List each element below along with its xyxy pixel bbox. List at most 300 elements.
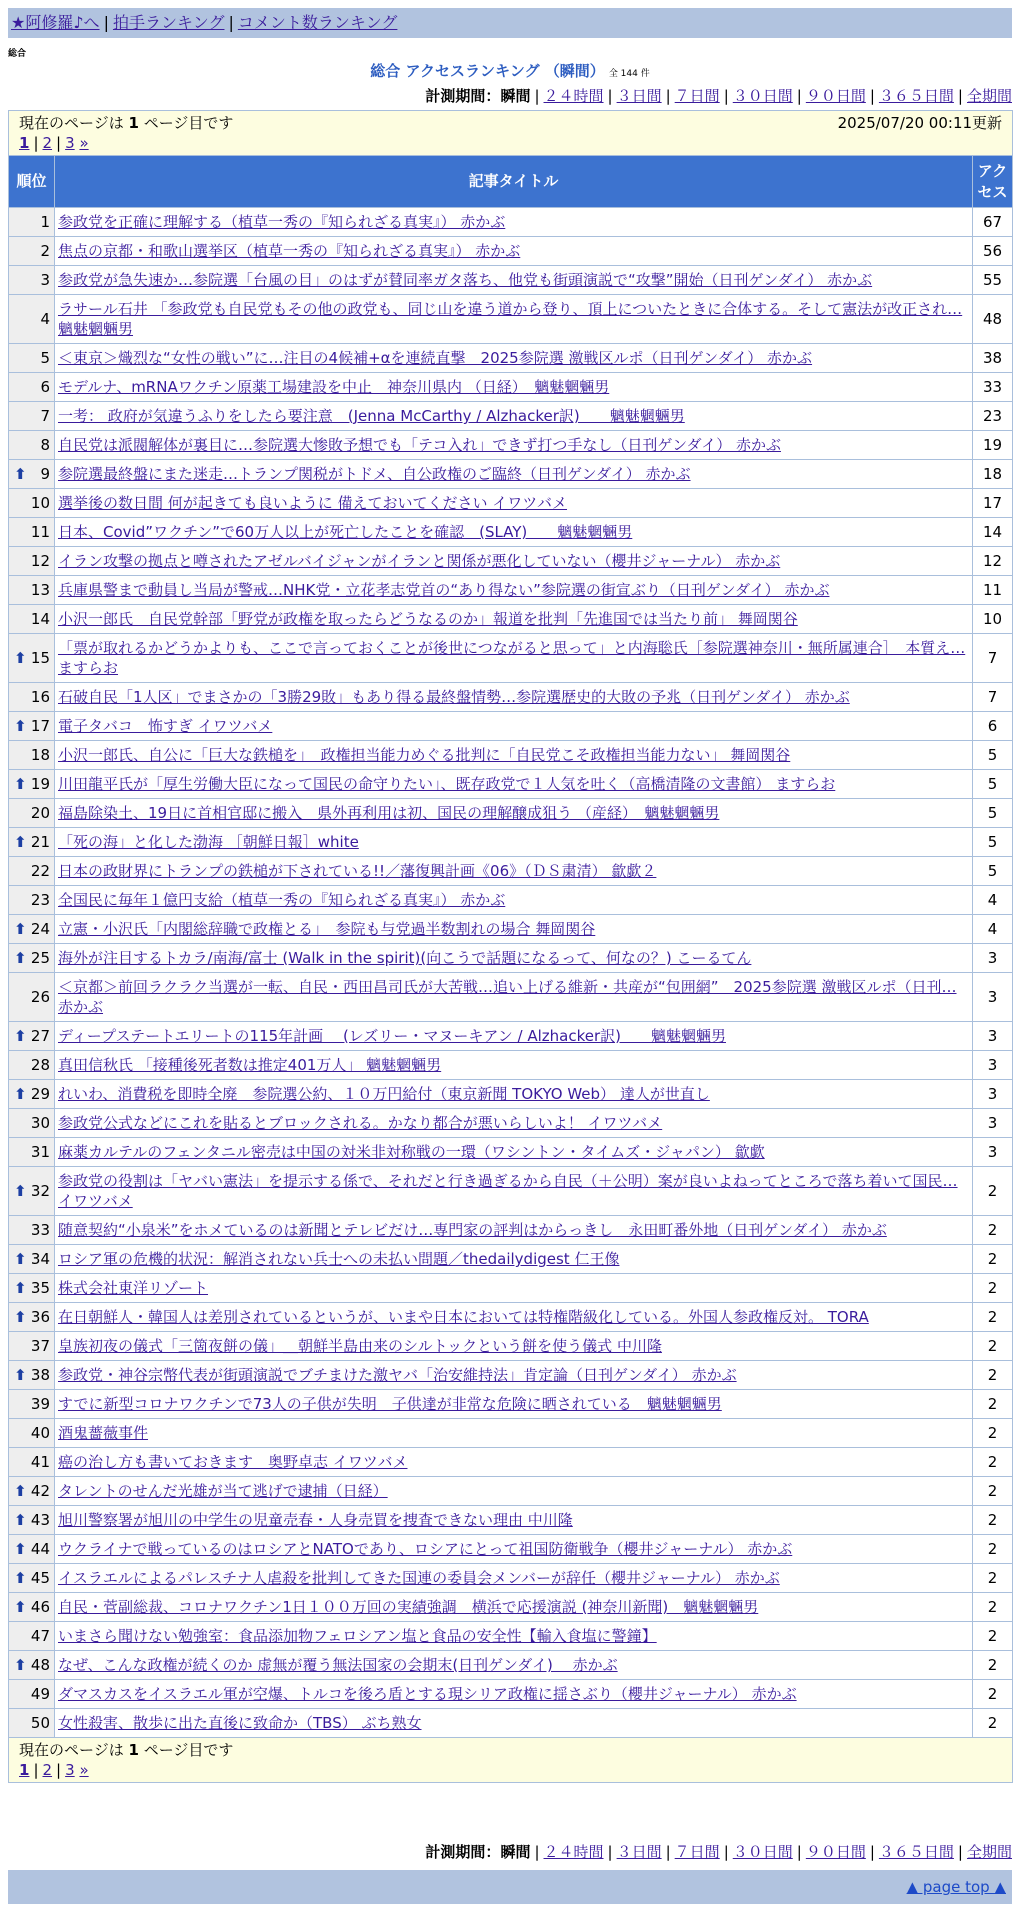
article-link[interactable]: 一考： 政府が気違うふりをしたら要注意 (Jenna McCarthy / Alzhacker訳) 魑魅魍魎男	[58, 407, 685, 425]
title-cell	[55, 1390, 973, 1419]
article-link[interactable]: ディープステートエリートの115年計画 (レズリー・マヌーキアン / Alzhacker訳) 魑魅魍魎男	[58, 1027, 726, 1045]
title-cell	[55, 576, 973, 605]
rank-cell	[9, 344, 55, 373]
separator: |	[228, 13, 234, 32]
bottom-bar	[8, 1870, 1012, 1904]
article-link[interactable]: 川田龍平氏が「厚生労働大臣になって国民の命守りたい」、既存政党で１人気を吐く（高橋清隆の文書館） ますらお	[58, 775, 836, 793]
rank-cell	[9, 683, 55, 712]
up-arrow-icon: ⬆	[14, 717, 27, 735]
rank-number: 45	[30, 1569, 50, 1587]
rank-cell	[9, 1680, 55, 1709]
access-count: 5	[973, 741, 1013, 770]
rank-number: 23	[30, 891, 50, 909]
separator: |	[796, 87, 802, 105]
title-cell	[55, 915, 973, 944]
title-cell	[55, 1138, 973, 1167]
access-count: 2	[973, 1245, 1013, 1274]
article-link[interactable]: 小沢一郎氏 自民党幹部「野党が政権を取ったらどうなるのか」報道を批判「先進国では当たり前」 舞岡関谷	[58, 610, 798, 628]
page-links	[19, 1760, 1002, 1780]
article-link[interactable]: 皇族初夜の儀式「三箇夜餅の儀」＿朝鮮半島由来のシルトックという餅を使う儀式 中川隆	[58, 1337, 662, 1355]
title-cell	[55, 1022, 973, 1051]
rank-cell	[9, 1506, 55, 1535]
period-link-4[interactable]: ９０日間	[805, 87, 866, 105]
title-cell	[55, 799, 973, 828]
rank-cell	[9, 886, 55, 915]
access-count: 2	[973, 1274, 1013, 1303]
up-arrow-icon: ⬆	[14, 1540, 27, 1558]
next-page-link[interactable]: »	[79, 1761, 89, 1779]
rank-number: 5	[40, 349, 50, 367]
rank-number: 7	[40, 407, 50, 425]
access-count: 23	[973, 402, 1013, 431]
table-row	[9, 237, 1013, 266]
up-arrow-icon: ⬆	[14, 1308, 27, 1326]
article-link[interactable]: タレントのせんだ光雄が当て逃げで逮捕（日経）	[58, 1482, 388, 1500]
period-link-0[interactable]: ２４時間	[543, 87, 604, 105]
access-count: 2	[973, 1361, 1013, 1390]
page-link-1[interactable]: 1	[19, 134, 30, 152]
rank-number: 16	[30, 688, 50, 706]
table-row	[9, 344, 1013, 373]
title-header: 記事タイトル	[55, 156, 973, 208]
up-arrow-icon: ⬆	[14, 1656, 27, 1674]
rank-cell	[9, 1419, 55, 1448]
article-link[interactable]: 女性殺害、散歩に出た直後に致命か（TBS） ぶち熟女	[58, 1714, 422, 1732]
title-cell	[55, 1477, 973, 1506]
separator: |	[869, 87, 875, 105]
article-link[interactable]: イラン攻撃の拠点と噂されたアゼルバイジャンがイランと関係が悪化していない（櫻井ジャーナル） 赤かぶ	[58, 552, 781, 570]
up-arrow-icon: ⬆	[14, 949, 27, 967]
title-cell	[55, 208, 973, 237]
rank-number: 36	[30, 1308, 50, 1326]
title-cell	[55, 973, 973, 1022]
rank-cell	[9, 634, 55, 683]
title-cell	[55, 1361, 973, 1390]
table-row	[9, 1022, 1013, 1051]
article-link[interactable]: 麻薬カルテルのフェンタニル密売は中国の対米非対称戦の一環（ワシントン・タイムズ・ジャパン） 歙歔	[58, 1143, 765, 1161]
title-cell	[55, 1274, 973, 1303]
next-page-link[interactable]: »	[79, 134, 89, 152]
rank-cell	[9, 431, 55, 460]
table-row	[9, 857, 1013, 886]
rank-header: 順位	[9, 156, 55, 208]
article-link[interactable]: 電子タバコ 怖すぎ イワツバメ	[58, 717, 273, 735]
rank-number: 10	[30, 494, 50, 512]
rank-cell	[9, 605, 55, 634]
access-count: 33	[973, 373, 1013, 402]
rank-number: 21	[30, 833, 50, 851]
rank-cell	[9, 799, 55, 828]
access-count: 56	[973, 237, 1013, 266]
up-arrow-icon: ⬆	[14, 1250, 27, 1268]
rank-cell	[9, 576, 55, 605]
up-arrow-icon: ⬆	[14, 1182, 27, 1200]
rank-number: 40	[30, 1424, 50, 1442]
table-row	[9, 605, 1013, 634]
title-cell	[55, 683, 973, 712]
access-count: 38	[973, 344, 1013, 373]
access-count: 12	[973, 547, 1013, 576]
access-count: 48	[973, 295, 1013, 344]
rank-number: 13	[30, 581, 50, 599]
article-link[interactable]: 兵庫県警まで動員し当局が警戒…NHK党・立花孝志党首の“あり得ない”参院選の街宣ぶり（日刊ゲンダイ） 赤かぶ	[58, 581, 830, 599]
current-page-text: 現在のページは 1 ページ目です	[19, 1741, 234, 1759]
access-count: 5	[973, 799, 1013, 828]
up-arrow-icon: ⬆	[14, 465, 27, 483]
rank-number: 32	[30, 1182, 50, 1200]
access-count: 4	[973, 915, 1013, 944]
up-arrow-icon: ⬆	[14, 649, 27, 667]
access-count: 2	[973, 1506, 1013, 1535]
rank-number: 22	[30, 862, 50, 880]
period-label: 計測期間：	[425, 87, 501, 105]
rank-cell	[9, 1651, 55, 1680]
access-count: 2	[973, 1390, 1013, 1419]
separator: |	[33, 1761, 39, 1779]
table-row	[9, 1709, 1013, 1738]
article-link[interactable]: 参政党を正確に理解する（植草一秀の『知られざる真実』） 赤かぶ	[58, 213, 506, 231]
article-link[interactable]: 焦点の京都・和歌山選挙区（植草一秀の『知られざる真実』） 赤かぶ	[58, 242, 521, 260]
table-row	[9, 1651, 1013, 1680]
article-link[interactable]: 酒鬼薔薇事件	[58, 1424, 149, 1442]
article-link[interactable]: 在日朝鮮人・韓国人は差別されているというが、いまや日本においては特権階級化している。外国人参政権反対。 TORA	[58, 1308, 869, 1326]
period-link-4[interactable]: ９０日間	[805, 1843, 866, 1861]
article-link[interactable]: ＜京都＞前回ラクラク当選が一転、自民・西田昌司氏が大苦戦…追い上げる維新・共産が“包囲網” 2025参院選 激戦区ルポ（日刊… 赤かぶ	[58, 978, 957, 1016]
title-cell	[55, 712, 973, 741]
access-count: 2	[973, 1216, 1013, 1245]
table-row	[9, 1448, 1013, 1477]
access-count: 3	[973, 973, 1013, 1022]
article-link[interactable]: イスラエルによるパレスチナ人虐殺を批判してきた国連の委員会メンバーが辞任（櫻井ジャーナル） 赤かぶ	[58, 1569, 780, 1587]
rank-cell	[9, 1245, 55, 1274]
table-header-row	[9, 156, 1013, 208]
article-link[interactable]: 全国民に毎年１億円支給（植草一秀の『知られざる真実』） 赤かぶ	[58, 891, 506, 909]
article-link[interactable]: 石破自民「1人区」でまさかの「3勝29敗」もあり得る最終盤情勢…参院選歴史的大敗の予兆（日刊ゲンダイ） 赤かぶ	[58, 688, 850, 706]
rank-number: 19	[30, 775, 50, 793]
table-row	[9, 460, 1013, 489]
article-link[interactable]: ロシア軍の危機的状況：解消されない兵士への未払い問題／thedailydigest 仁王像	[58, 1250, 620, 1268]
rank-number: 17	[30, 717, 50, 735]
rank-cell	[9, 1361, 55, 1390]
period-link-3[interactable]: ３０日間	[732, 87, 793, 105]
rank-number: 26	[30, 988, 50, 1006]
title-cell	[55, 828, 973, 857]
rank-number: 31	[30, 1143, 50, 1161]
rank-number: 41	[30, 1453, 50, 1471]
title-cell	[55, 944, 973, 973]
article-link[interactable]: すでに新型コロナワクチンで73人の子供が失明 子供達が非常な危険に晒されている 魑魅魍魎男	[58, 1395, 722, 1413]
separator: |	[607, 87, 613, 105]
table-row	[9, 431, 1013, 460]
rank-cell	[9, 1535, 55, 1564]
title-cell	[55, 1419, 973, 1448]
article-link[interactable]: 選挙後の数日間 何が起きても良いように 備えておいてください イワツバメ	[58, 494, 568, 512]
clap-ranking-link[interactable]: 拍手ランキング	[112, 13, 225, 32]
rank-cell	[9, 1022, 55, 1051]
rank-number: 3	[40, 271, 50, 289]
period-link-0[interactable]: ２４時間	[543, 1843, 604, 1861]
title-cell	[55, 634, 973, 683]
article-link[interactable]: 旭川警察署が旭川の中学生の児童売春・人身売買を捜査できない理由 中川隆	[58, 1511, 573, 1529]
title-cell	[55, 1332, 973, 1361]
title-cell	[55, 1109, 973, 1138]
up-arrow-icon: ⬆	[14, 1598, 27, 1616]
article-link[interactable]: 随意契約“小泉米”をホメているのは新聞とテレビだけ…専門家の評判はからっきし 永田町番外地（日刊ゲンダイ） 赤かぶ	[58, 1221, 887, 1239]
period-link-5[interactable]: ３６５日間	[878, 1843, 954, 1861]
access-count: 5	[973, 770, 1013, 799]
access-count: 3	[973, 1080, 1013, 1109]
title-cell	[55, 295, 973, 344]
title-cell	[55, 1593, 973, 1622]
article-link[interactable]: 福島除染土、19日に首相官邸に搬入 県外再利用は初、国民の理解醸成狙う （産経） 魑魅魍魎男	[58, 804, 720, 822]
table-row	[9, 1564, 1013, 1593]
page-link-3[interactable]: 3	[65, 1761, 75, 1779]
title-cell	[55, 489, 973, 518]
page-title-wrap	[0, 60, 1020, 85]
separator: |	[607, 1843, 613, 1861]
separator: |	[665, 87, 671, 105]
table-row	[9, 915, 1013, 944]
article-link[interactable]: ラサール石井 「参政党も自民党もその他の政党も、同じ山を違う道から登り、頂上についたときに合体する。そして憲法が改正され… 魑魅魍魎男	[58, 300, 963, 338]
rank-number: 44	[30, 1540, 50, 1558]
period-link-1[interactable]: ３日間	[616, 1843, 662, 1861]
up-arrow-icon: ⬆	[14, 1027, 27, 1045]
article-link[interactable]: 自民・菅副総裁、コロナワクチン1日１００万回の実績強調 横浜で応援演説 (神奈川新聞) 魑魅魍魎男	[58, 1598, 759, 1616]
period-link-2[interactable]: ７日間	[674, 1843, 720, 1861]
rank-number: 8	[40, 436, 50, 454]
table-row	[9, 1419, 1013, 1448]
access-count: 2	[973, 1651, 1013, 1680]
article-link[interactable]: 株式会社東洋リゾート	[58, 1279, 209, 1297]
separator: |	[56, 1761, 62, 1779]
rank-number: 12	[30, 552, 50, 570]
page-link-2[interactable]: 2	[42, 1761, 53, 1779]
article-link[interactable]: 小沢一郎氏、自公に「巨大な鉄槌を」 政権担当能力めぐる批判に「自民党こそ政権担当能力ない」 舞岡関谷	[58, 746, 791, 764]
table-row	[9, 1303, 1013, 1332]
table-row	[9, 886, 1013, 915]
rank-number: 24	[30, 920, 50, 938]
up-arrow-icon: ⬆	[14, 1511, 27, 1529]
article-link[interactable]: 「票が取れるかどうかよりも、ここで言っておくことが後世につながると思って」と内海聡氏［参院選神奈川・無所属連合］ 本質え… ますらお	[58, 639, 966, 677]
rank-number: 25	[30, 949, 50, 967]
rank-cell	[9, 915, 55, 944]
table-row	[9, 1332, 1013, 1361]
article-link[interactable]: 日本の政財界にトランプの鉄槌が下されている!!／藩復興計画《06》（ＤＳ粛清） 歙歔２	[58, 862, 657, 880]
table-row	[9, 1506, 1013, 1535]
table-row	[9, 712, 1013, 741]
access-header: アクセス	[973, 156, 1013, 208]
separator: |	[56, 134, 62, 152]
table-row	[9, 208, 1013, 237]
access-count: 5	[973, 828, 1013, 857]
article-link[interactable]: 立憲・小沢氏「内閣総辞職で政権とる」 参院も与党過半数割れの場合 舞岡関谷	[58, 920, 596, 938]
period-link-6[interactable]: 全期間	[966, 1843, 1012, 1861]
top-nav-bar	[8, 8, 1012, 38]
table-row	[9, 1245, 1013, 1274]
rank-number: 34	[30, 1250, 50, 1268]
up-arrow-icon: ⬆	[14, 775, 27, 793]
page-links	[19, 133, 1002, 153]
table-row	[9, 1051, 1013, 1080]
rank-cell	[9, 1332, 55, 1361]
title-cell	[55, 237, 973, 266]
pager-row-bottom	[9, 1738, 1013, 1783]
rank-cell	[9, 770, 55, 799]
access-count: 2	[973, 1622, 1013, 1651]
separator: |	[869, 1843, 875, 1861]
table-row	[9, 1477, 1013, 1506]
article-link[interactable]: ＜東京＞熾烈な“女性の戦い”に…注目の4候補+αを連続直撃 2025参院選 激戦区ルポ（日刊ゲンダイ） 赤かぶ	[58, 349, 813, 367]
article-link[interactable]: 参政党が急失速か…参院選「台風の目」のはずが賛同率ガタ落ち、他党も街頭演説で“攻撃”開始（日刊ゲンダイ） 赤かぶ	[58, 271, 873, 289]
home-link[interactable]: ★阿修羅♪へ	[11, 13, 100, 32]
title-cell	[55, 1622, 973, 1651]
rank-number: 15	[30, 649, 50, 667]
table-row	[9, 1390, 1013, 1419]
table-row	[9, 741, 1013, 770]
table-row	[9, 1216, 1013, 1245]
up-arrow-icon: ⬆	[14, 1279, 27, 1297]
rank-cell	[9, 712, 55, 741]
article-link[interactable]: 参政党・神谷宗幣代表が街頭演説でブチまけた激ヤバ「治安維持法」肯定論（日刊ゲンダイ） 赤かぶ	[58, 1366, 737, 1384]
rank-number: 28	[30, 1056, 50, 1074]
article-link[interactable]: れいわ、消費税を即時全廃 参院選公約、１０万円給付（東京新聞 TOKYO Web） 達人が世直し	[58, 1085, 710, 1103]
rank-number: 20	[30, 804, 50, 822]
title-cell	[55, 402, 973, 431]
page-link-2[interactable]: 2	[42, 134, 53, 152]
page-link-1[interactable]: 1	[19, 1761, 30, 1779]
article-link[interactable]: 参政党の役割は「ヤバい憲法」を提示する係で、それだと行き過ぎるから自民（＋公明）案が良いよねってところで落ち着いて国民… イワツバメ	[58, 1172, 958, 1210]
rank-number: 37	[30, 1337, 50, 1355]
access-count: 3	[973, 1138, 1013, 1167]
access-count: 5	[973, 857, 1013, 886]
rank-number: 43	[30, 1511, 50, 1529]
article-link[interactable]: 自民党は派閥解体が裏目に…参院選大惨敗予想でも「テコ入れ」できず打つ手なし（日刊ゲンダイ） 赤かぶ	[58, 436, 781, 454]
table-row	[9, 266, 1013, 295]
rank-number: 6	[40, 378, 50, 396]
page-top-link[interactable]: ▲ page top ▲	[906, 1878, 1006, 1896]
rank-number: 29	[30, 1085, 50, 1103]
separator: |	[534, 1843, 540, 1861]
table-row	[9, 799, 1013, 828]
period-label: 計測期間：	[425, 1843, 501, 1861]
separator: |	[534, 87, 540, 105]
separator: |	[33, 134, 39, 152]
access-count: 3	[973, 1109, 1013, 1138]
rank-cell	[9, 208, 55, 237]
title-cell	[55, 1051, 973, 1080]
access-count: 2	[973, 1593, 1013, 1622]
rank-number: 35	[30, 1279, 50, 1297]
rank-cell	[9, 1303, 55, 1332]
table-row	[9, 944, 1013, 973]
article-link[interactable]: なぜ、こんな政権が続くのか 虚無が覆う無法国家の会期末(日刊ゲンダイ) 赤かぶ	[58, 1656, 618, 1674]
title-cell	[55, 857, 973, 886]
access-count: 2	[973, 1419, 1013, 1448]
rank-cell	[9, 1167, 55, 1216]
period-link-1[interactable]: ３日間	[616, 87, 662, 105]
access-count: 2	[973, 1709, 1013, 1738]
period-current: 瞬間	[500, 87, 531, 105]
article-link[interactable]: いまさら聞けない勉強室：食品添加物フェロシアン塩と食品の安全性【輸入食塩に警鐘】	[58, 1627, 657, 1645]
article-link[interactable]: 参政党公式などにこれを貼るとブロックされる。かなり都合が悪いらしいよ！ イワツバメ	[58, 1114, 663, 1132]
title-cell	[55, 770, 973, 799]
rank-cell	[9, 237, 55, 266]
article-link[interactable]: モデルナ、mRNAワクチン原薬工場建設を中止 神奈川県内 （日経） 魑魅魍魎男	[58, 378, 610, 396]
period-link-6[interactable]: 全期間	[966, 87, 1012, 105]
period-link-2[interactable]: ７日間	[674, 87, 720, 105]
access-count: 3	[973, 1051, 1013, 1080]
rank-number: 49	[30, 1685, 50, 1703]
rank-cell	[9, 547, 55, 576]
up-arrow-icon: ⬆	[14, 1085, 27, 1103]
period-selector-top	[425, 86, 1012, 106]
article-link[interactable]: 日本、Covid”ワクチン”で60万人以上が死亡したことを確認 (SLAY) 魑魅魍魎男	[58, 523, 633, 541]
table-row	[9, 402, 1013, 431]
rank-cell	[9, 741, 55, 770]
article-link[interactable]: 参院選最終盤にまた迷走…トランプ関税がトドメ、自公政権のご臨終（日刊ゲンダイ） 赤かぶ	[58, 465, 691, 483]
period-link-3[interactable]: ３０日間	[732, 1843, 793, 1861]
access-count: 4	[973, 886, 1013, 915]
rank-number: 39	[30, 1395, 50, 1413]
title-cell	[55, 1245, 973, 1274]
article-link[interactable]: 「死の海」と化した渤海 ［朝鮮日報］white	[58, 833, 359, 851]
title-cell	[55, 1651, 973, 1680]
ranking-table-wrap	[8, 110, 1012, 1783]
access-count: 2	[973, 1477, 1013, 1506]
title-cell	[55, 1535, 973, 1564]
table-row	[9, 1138, 1013, 1167]
rank-number: 2	[40, 242, 50, 260]
rank-cell	[9, 460, 55, 489]
article-link[interactable]: 真田信秋氏 「接種後死者数は推定401万人」 魑魅魍魎男	[58, 1056, 442, 1074]
period-link-5[interactable]: ３６５日間	[878, 87, 954, 105]
table-row	[9, 1593, 1013, 1622]
rank-cell	[9, 1390, 55, 1419]
title-cell	[55, 741, 973, 770]
article-link[interactable]: ウクライナで戦っているのはロシアとNATOであり、ロシアにとって祖国防衛戦争（櫻井ジャーナル） 赤かぶ	[58, 1540, 793, 1558]
rank-number: 11	[30, 523, 50, 541]
access-count: 2	[973, 1167, 1013, 1216]
rank-cell	[9, 402, 55, 431]
article-link[interactable]: 海外が注目するトカラ/南海/富士 (Walk in the spirit)(向こうで話題になるって、何なの？) こーるてん	[58, 949, 752, 967]
access-count: 55	[973, 266, 1013, 295]
rank-cell	[9, 1216, 55, 1245]
title-cell	[55, 1080, 973, 1109]
rank-cell	[9, 518, 55, 547]
category-label: 総合	[8, 49, 27, 59]
title-cell	[55, 1680, 973, 1709]
table-row	[9, 1680, 1013, 1709]
article-link[interactable]: 癌の治し方も書いておきます 奥野卓志 イワツバメ	[58, 1453, 408, 1471]
rank-cell	[9, 828, 55, 857]
title-cell	[55, 518, 973, 547]
table-row	[9, 1535, 1013, 1564]
rank-cell	[9, 1051, 55, 1080]
table-row	[9, 1109, 1013, 1138]
up-arrow-icon: ⬆	[14, 1569, 27, 1587]
comment-ranking-link[interactable]: コメント数ランキング	[237, 13, 398, 32]
page-link-3[interactable]: 3	[65, 134, 75, 152]
access-count: 2	[973, 1680, 1013, 1709]
rank-number: 38	[30, 1366, 50, 1384]
article-link[interactable]: ダマスカスをイスラエル軍が空爆、トルコを後ろ盾とする現シリア政権に揺さぶり（櫻井ジャーナル） 赤かぶ	[58, 1685, 797, 1703]
rank-cell	[9, 973, 55, 1022]
separator: |	[957, 1843, 963, 1861]
total-count: 全 144 件	[608, 69, 650, 79]
ranking-table	[8, 110, 1013, 1783]
rank-cell	[9, 1564, 55, 1593]
up-arrow-icon: ⬆	[14, 1366, 27, 1384]
